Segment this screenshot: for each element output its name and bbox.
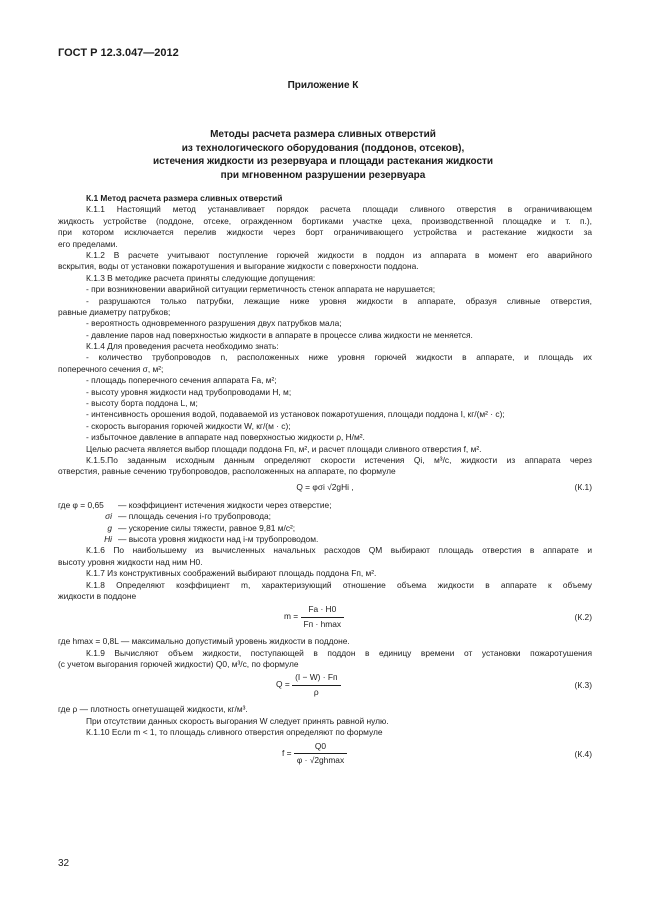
appendix-title: Приложение К (287, 80, 359, 91)
document-body (58, 193, 592, 773)
paragraph-line: вскрытия, воды от установки пожаротушения и выгорание жидкости с поверхности поддона. (58, 261, 419, 272)
definition-row (58, 511, 592, 522)
formula-expression: Q = φσi √2gHi , (296, 481, 354, 492)
list-item: поперечного сечения σ, м²; (58, 363, 164, 374)
formula-lhs: m = (284, 611, 299, 622)
title-line: при мгновенном разрушении резервуара (220, 169, 426, 181)
definition-row (58, 500, 592, 511)
paragraph-line: К.1.2 В расчете учитывают поступление горючей жидкости в поддон из аппарата в момент его аварийного (86, 249, 592, 260)
paragraph-line: жидкости в поддоне (58, 590, 137, 601)
paragraph-line: где ρ — плотность огнетушащей жидкости, кг/м³. (58, 704, 248, 715)
fraction-numerator: (I − W) · Fп (292, 672, 340, 685)
formula-fraction (301, 604, 345, 630)
definition-lead: где φ = 0,65 (58, 499, 104, 510)
paragraph-line: К.1.9 Вычисляют объем жидкости, поступающей в поддон в единицу времени от установки пожаротушения (86, 647, 592, 658)
formula-fraction (292, 672, 340, 698)
paragraph-line: К.1.10 Если m < 1, то площадь сливного отверстия определяют по формуле (86, 727, 383, 738)
fraction-numerator: Fa · H0 (301, 604, 345, 617)
formula-fraction (294, 741, 347, 767)
list-item: - площадь поперечного сечения аппарата Fa, м²; (86, 375, 277, 386)
paragraph-line: его пределами. (58, 238, 118, 249)
list-item: - высоту уровня жидкости над трубопроводами H, м; (86, 386, 292, 397)
definition-text: — площадь сечения i-го трубопровода; (118, 511, 271, 522)
list-item: - при возникновении аварийной ситуации герметичность стенок аппарата не нарушается; (86, 284, 436, 295)
definition-symbol: g (107, 522, 112, 533)
formula-expression (282, 741, 347, 767)
formula-k1 (58, 478, 592, 500)
fraction-denominator: ρ (313, 686, 319, 697)
paragraph-line: К.1.8 Определяют коэффициент m, характеризующий отношение объема жидкости в аппарате к объему (86, 579, 592, 590)
definition-row (58, 523, 592, 534)
formula-number: (К.2) (574, 612, 592, 623)
list-item: равные диаметру патрубков; (58, 306, 171, 317)
formula-number: (К.3) (574, 680, 592, 691)
document-title (0, 128, 646, 182)
fraction-denominator: Fп · hmax (303, 618, 342, 629)
paragraph-line: Целью расчета является выбор площади поддона Fп, м², и расчет площади сливного отверстия f, м². (86, 443, 482, 454)
paragraph-line: К.1.3 В методике расчета приняты следующие допущения: (86, 272, 316, 283)
fraction-denominator: φ · √2ghmax (296, 755, 345, 766)
formula-lhs: f = (282, 747, 292, 758)
list-item: - разрушаются только патрубки, лежащие ниже уровня жидкости в аппарате, образуя сливные отверстия, (86, 295, 592, 306)
paragraph-line: (с учетом выгорания горючей жидкости) Q0, м³/с, по формуле (58, 659, 299, 670)
page-number: 32 (58, 858, 70, 869)
formula-k3 (58, 670, 592, 704)
title-line: из технологического оборудования (поддонов, отсеков), (181, 142, 465, 154)
paragraph-line: К.1.7 Из конструктивных соображений выбирают площадь поддона Fп, м². (86, 568, 377, 579)
formula-number: (К.4) (574, 748, 592, 759)
paragraph-line: К.1.1 Настоящий метод устанавливает порядок расчета площади сливного отверстия в ограничивающем (86, 204, 592, 215)
standard-header: ГОСТ Р 12.3.047—2012 (58, 47, 179, 59)
paragraph-line: При отсутствии данных скорость выгорания W следует принять равной нулю. (86, 715, 389, 726)
definition-symbol: σi (105, 511, 112, 522)
list-item: - высоту борта поддона L, м; (86, 398, 198, 409)
paragraph-line: высоту уровня жидкости над ним H0. (58, 556, 203, 567)
list-item: - скорость выгорания горючей жидкости W, кг/(м · с); (86, 420, 291, 431)
formula-expression (284, 604, 344, 630)
paragraph-line: К.1.5.По заданным исходным данным определяют скорости истечения Qi, м³/с, жидкости из аппарата через (86, 454, 592, 465)
definition-row (58, 534, 592, 545)
title-line: Методы расчета размера сливных отверстий (210, 129, 436, 140)
formula-expression (276, 672, 341, 698)
paragraph-line: жидкость устройстве (поддоне, отсеке, огражденном бортиками участке цеха, производственной площадке и т. п.), (58, 215, 592, 226)
list-item: - количество трубопроводов n, расположенных ниже уровня горючей жидкости в аппарате, и площадь их (86, 352, 592, 363)
list-item: - интенсивность орошения водой, подаваемой из установок пожаротушения, площади поддона I, кг/(м² · с); (86, 409, 505, 420)
paragraph-line: при котором исключается перелив жидкости через борт ограничивающего устройства и растекание жидкости за (58, 227, 592, 238)
paragraph-line: где hmax = 0,8L — максимально допустимый уровень жидкости в поддоне. (58, 636, 350, 647)
section-heading: К.1 Метод расчета размера сливных отверстий (86, 193, 283, 203)
title-line: истечения жидкости из резервуара и площади растекания жидкости (152, 156, 494, 167)
paragraph-line: отверстия, равные сечению трубопроводов, расположенных на аппарате, по формуле (58, 466, 396, 477)
definition-text: — коэффициент истечения жидкости через отверстие; (118, 499, 332, 510)
formula-lhs: Q = (276, 679, 290, 690)
paragraph-line: К.1.6 По наибольшему из вычисленных начальных расходов QM выбирают площадь отверстия в аппарате и (86, 545, 592, 556)
definition-symbol: Hi (104, 533, 112, 544)
fraction-numerator: Q0 (294, 741, 347, 754)
formula-number: (К.1) (574, 481, 592, 492)
formula-k4 (58, 739, 592, 773)
list-item: - вероятность одновременного разрушения двух патрубков мала; (86, 318, 342, 329)
paragraph-line: К.1.4 Для проведения расчета необходимо знать: (86, 341, 279, 352)
list-item: - избыточное давление в аппарате над поверхностью жидкости ρ, Н/м². (86, 432, 365, 443)
definition-text: — высота уровня жидкости над i-м трубопроводом. (118, 533, 319, 544)
definition-text: — ускорение силы тяжести, равное 9,81 м/с²; (118, 522, 296, 533)
list-item: - давление паров над поверхностью жидкости в аппарате в процессе слива жидкости не меняется. (86, 329, 473, 340)
formula-k2 (58, 602, 592, 636)
